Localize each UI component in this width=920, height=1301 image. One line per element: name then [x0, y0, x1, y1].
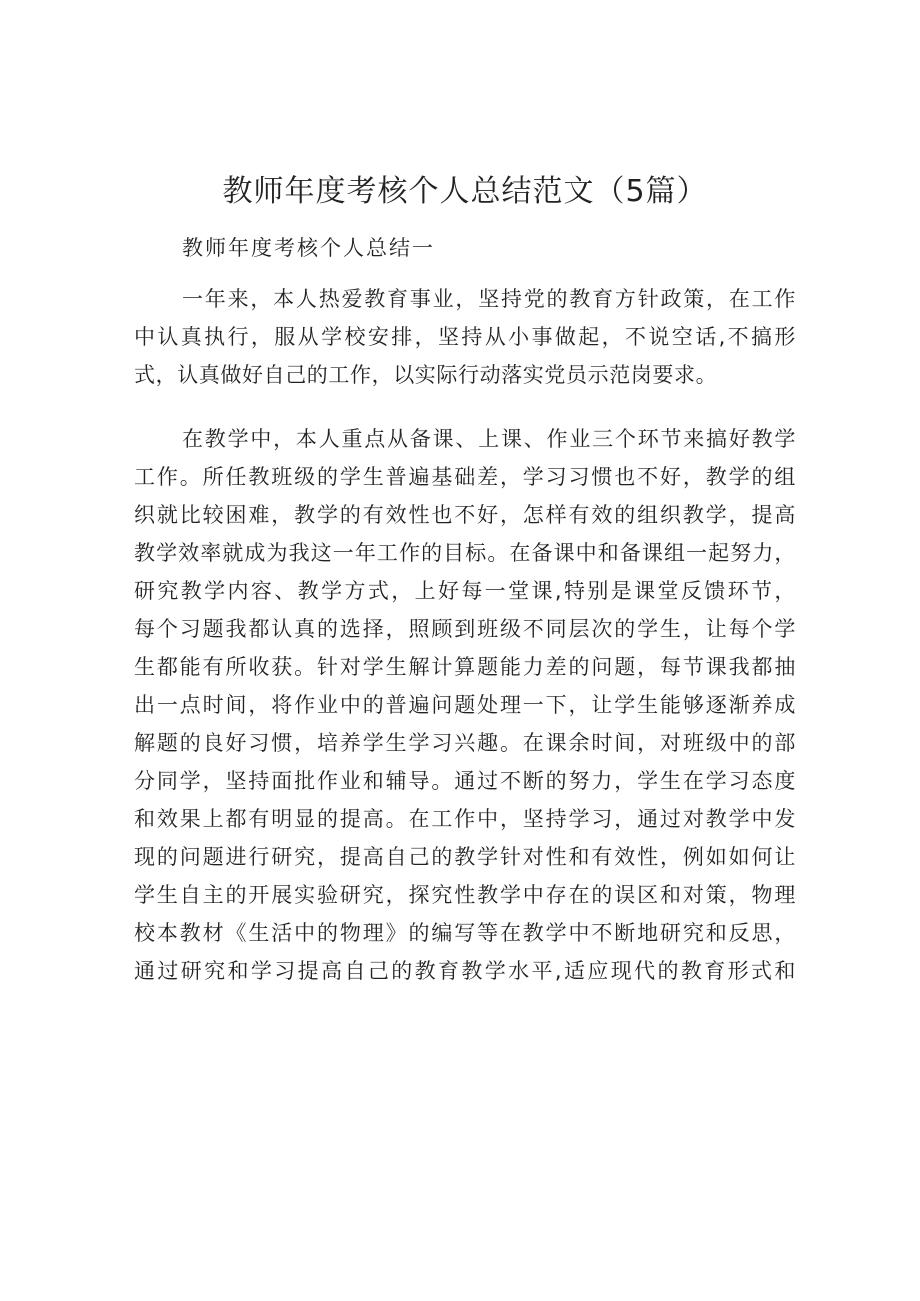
- paragraph-line: 通过研究和学习提高自己的教育教学水平,适应现代的教育形式和: [134, 959, 796, 983]
- paragraph-line: 式，认真做好自己的工作，以实际行动落实党员示范岗要求。: [134, 363, 718, 387]
- paragraph-line: 校本教材《生活中的物理》的编写等在教学中不断地研究和反思，: [134, 921, 796, 945]
- paragraph-line: 和效果上都有明显的提高。在工作中，坚持学习，通过对教学中发: [134, 807, 796, 831]
- paragraph-2: [134, 420, 796, 990]
- paragraph-1: [134, 280, 796, 394]
- section-heading: 教师年度考核个人总结一: [182, 236, 435, 260]
- paragraph-line: 出一点时间，将作业中的普遍问题处理一下，让学生能够逐渐养成: [134, 693, 796, 717]
- paragraph-line: 每个习题我都认真的选择，照顾到班级不同层次的学生，让每个学: [134, 617, 796, 641]
- document-title: 教师年度考核个人总结范文（5篇）: [222, 174, 708, 209]
- paragraph-line: 研究教学内容、教学方式，上好每一堂课,特别是课堂反馈环节，: [134, 579, 796, 603]
- paragraph-line: 分同学，坚持面批作业和辅导。通过不断的努力，学生在学习态度: [134, 769, 796, 793]
- paragraph-line: 一年来，本人热爱教育事业，坚持党的教育方针政策，在工作: [182, 287, 796, 311]
- paragraph-line: 织就比较困难，教学的有效性也不好，怎样有效的组织教学，提高: [134, 503, 796, 527]
- paragraph-line: 解题的良好习惯，培养学生学习兴趣。在课余时间，对班级中的部: [134, 731, 796, 755]
- paragraph-line: 工作。所任教班级的学生普遍基础差，学习习惯也不好，教学的组: [134, 465, 796, 489]
- paragraph-line: 学生自主的开展实验研究，探究性教学中存在的误区和对策，物理: [134, 883, 796, 907]
- paragraph-line: 中认真执行，服从学校安排，坚持从小事做起，不说空话,不搞形: [134, 325, 796, 349]
- paragraph-line: 在教学中，本人重点从备课、上课、作业三个环节来搞好教学: [182, 427, 796, 451]
- paragraph-line: 生都能有所收获。针对学生解计算题能力差的问题，每节课我都抽: [134, 655, 796, 679]
- paragraph-line: 现的问题进行研究，提高自己的教学针对性和有效性，例如如何让: [134, 845, 796, 869]
- paragraph-line: 教学效率就成为我这一年工作的目标。在备课中和备课组一起努力，: [134, 541, 796, 565]
